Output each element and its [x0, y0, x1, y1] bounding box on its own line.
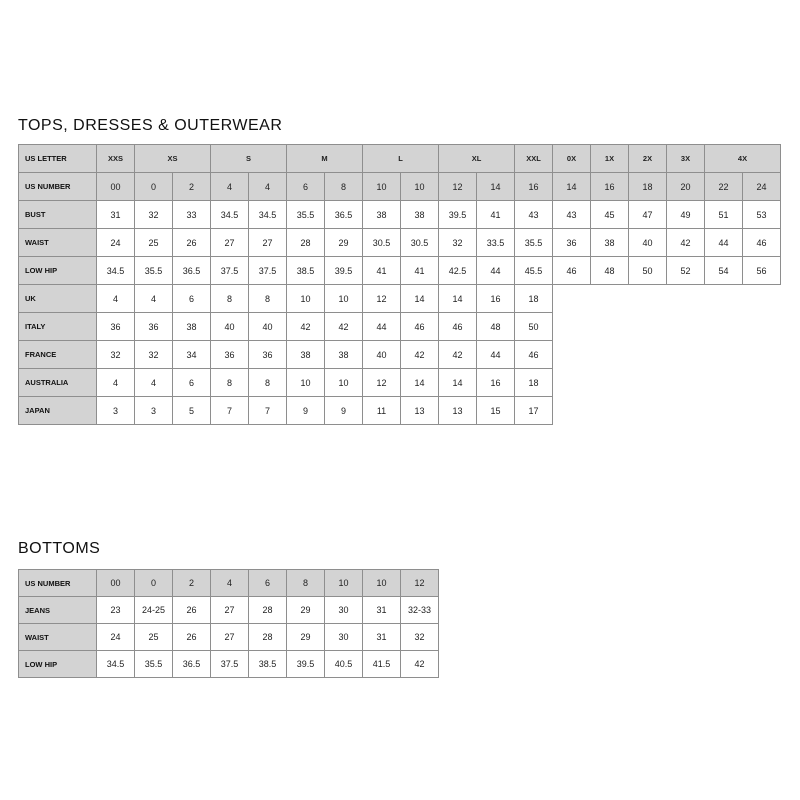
- table-cell: 28: [287, 229, 325, 257]
- table-cell: 36: [211, 341, 249, 369]
- empty-cell: [629, 313, 667, 341]
- size-number-header: 00: [97, 173, 135, 201]
- size-number-header: 12: [401, 570, 439, 597]
- table-cell: 41: [363, 257, 401, 285]
- table-cell: 41: [477, 201, 515, 229]
- table-cell: 31: [97, 201, 135, 229]
- table-cell: 52: [667, 257, 705, 285]
- empty-cell: [591, 285, 629, 313]
- table-cell: 46: [515, 341, 553, 369]
- size-number-header: 10: [401, 173, 439, 201]
- row-label: ITALY: [19, 313, 97, 341]
- table-cell: 25: [135, 624, 173, 651]
- table-cell: 46: [553, 257, 591, 285]
- table-cell: 38: [363, 201, 401, 229]
- table-cell: 42: [401, 341, 439, 369]
- table-cell: 24: [97, 229, 135, 257]
- table-cell: 36: [135, 313, 173, 341]
- table-cell: 34.5: [97, 257, 135, 285]
- table-cell: 32: [135, 341, 173, 369]
- table-cell: 43: [515, 201, 553, 229]
- table-cell: 14: [401, 369, 439, 397]
- empty-cell: [591, 397, 629, 425]
- table-cell: 44: [363, 313, 401, 341]
- table-cell: 16: [477, 285, 515, 313]
- empty-cell: [553, 285, 591, 313]
- bottoms-section-title: BOTTOMS: [18, 540, 101, 557]
- size-number-header: 10: [325, 570, 363, 597]
- table-cell: 27: [211, 597, 249, 624]
- table-cell: 4: [135, 369, 173, 397]
- table-cell: 7: [211, 397, 249, 425]
- table-cell: 37.5: [211, 257, 249, 285]
- empty-cell: [629, 285, 667, 313]
- empty-cell: [705, 341, 743, 369]
- table-cell: 36.5: [173, 651, 211, 678]
- table-cell: 36: [553, 229, 591, 257]
- table-cell: 43: [553, 201, 591, 229]
- size-letter-header: XL: [439, 145, 515, 173]
- row-label: JAPAN: [19, 397, 97, 425]
- size-number-header: 20: [667, 173, 705, 201]
- table-cell: 38: [173, 313, 211, 341]
- row-label: JEANS: [19, 597, 97, 624]
- table-cell: 31: [363, 597, 401, 624]
- size-number-header: 16: [515, 173, 553, 201]
- table-cell: 32: [439, 229, 477, 257]
- size-letter-header: XS: [135, 145, 211, 173]
- table-cell: 40: [363, 341, 401, 369]
- table-cell: 29: [325, 229, 363, 257]
- size-number-header: 4: [211, 173, 249, 201]
- table-cell: 30.5: [401, 229, 439, 257]
- empty-cell: [743, 341, 781, 369]
- size-letter-header: S: [211, 145, 287, 173]
- tops-section-title: TOPS, DRESSES & OUTERWEAR: [18, 117, 283, 134]
- size-number-header: 00: [97, 570, 135, 597]
- empty-cell: [629, 369, 667, 397]
- table-cell: 38: [287, 341, 325, 369]
- size-letter-header: 2X: [629, 145, 667, 173]
- table-cell: 38: [591, 229, 629, 257]
- table-cell: 8: [249, 369, 287, 397]
- size-letter-header: 1X: [591, 145, 629, 173]
- empty-cell: [629, 341, 667, 369]
- size-number-header: 2: [173, 173, 211, 201]
- size-number-header: 14: [553, 173, 591, 201]
- table-cell: 34.5: [97, 651, 135, 678]
- table-cell: 44: [705, 229, 743, 257]
- size-letter-header: XXL: [515, 145, 553, 173]
- table-cell: 36: [97, 313, 135, 341]
- table-cell: 24: [97, 624, 135, 651]
- table-cell: 8: [211, 285, 249, 313]
- table-cell: 26: [173, 229, 211, 257]
- table-row: [19, 313, 781, 341]
- table-cell: 10: [325, 369, 363, 397]
- row-label: BUST: [19, 201, 97, 229]
- size-letter-header: M: [287, 145, 363, 173]
- table-cell: 12: [363, 285, 401, 313]
- row-label: AUSTRALIA: [19, 369, 97, 397]
- table-cell: 42: [287, 313, 325, 341]
- table-cell: 17: [515, 397, 553, 425]
- row-label: LOW HIP: [19, 651, 97, 678]
- empty-cell: [705, 313, 743, 341]
- empty-cell: [743, 369, 781, 397]
- table-cell: 40: [629, 229, 667, 257]
- table-cell: 30.5: [363, 229, 401, 257]
- empty-cell: [667, 369, 705, 397]
- size-number-header: 22: [705, 173, 743, 201]
- table-cell: 38.5: [249, 651, 287, 678]
- table-cell: 50: [629, 257, 667, 285]
- empty-cell: [591, 369, 629, 397]
- us-number-row: [19, 570, 439, 597]
- table-cell: 32: [135, 201, 173, 229]
- table-cell: 30: [325, 597, 363, 624]
- size-number-header: 4: [211, 570, 249, 597]
- table-cell: 40: [211, 313, 249, 341]
- table-cell: 42: [439, 341, 477, 369]
- empty-cell: [591, 313, 629, 341]
- table-cell: 10: [287, 369, 325, 397]
- table-cell: 39.5: [439, 201, 477, 229]
- table-cell: 56: [743, 257, 781, 285]
- table-cell: 46: [439, 313, 477, 341]
- row-label: US NUMBER: [19, 570, 97, 597]
- row-label: US LETTER: [19, 145, 97, 173]
- table-cell: 6: [173, 285, 211, 313]
- table-cell: 41.5: [363, 651, 401, 678]
- table-cell: 8: [249, 285, 287, 313]
- table-cell: 46: [401, 313, 439, 341]
- table-cell: 8: [211, 369, 249, 397]
- size-number-header: 18: [629, 173, 667, 201]
- table-row: [19, 651, 439, 678]
- table-row: [19, 201, 781, 229]
- table-cell: 31: [363, 624, 401, 651]
- size-letter-header: L: [363, 145, 439, 173]
- size-number-header: 24: [743, 173, 781, 201]
- size-number-header: 0: [135, 570, 173, 597]
- table-cell: 4: [97, 285, 135, 313]
- table-cell: 37.5: [211, 651, 249, 678]
- row-label: LOW HIP: [19, 257, 97, 285]
- empty-cell: [553, 397, 591, 425]
- size-number-header: 10: [363, 173, 401, 201]
- row-label: FRANCE: [19, 341, 97, 369]
- us-letter-row: [19, 145, 781, 173]
- empty-cell: [705, 285, 743, 313]
- size-number-header: 8: [287, 570, 325, 597]
- table-cell: 35.5: [135, 257, 173, 285]
- size-number-header: 16: [591, 173, 629, 201]
- table-cell: 3: [97, 397, 135, 425]
- table-cell: 48: [591, 257, 629, 285]
- table-cell: 42: [401, 651, 439, 678]
- table-cell: 14: [439, 285, 477, 313]
- empty-cell: [553, 313, 591, 341]
- table-cell: 18: [515, 285, 553, 313]
- table-cell: 53: [743, 201, 781, 229]
- table-cell: 28: [249, 624, 287, 651]
- table-cell: 42.5: [439, 257, 477, 285]
- table-cell: 36: [249, 341, 287, 369]
- table-cell: 49: [667, 201, 705, 229]
- table-cell: 10: [287, 285, 325, 313]
- size-number-header: 0: [135, 173, 173, 201]
- size-number-header: 4: [249, 173, 287, 201]
- table-cell: 45.5: [515, 257, 553, 285]
- table-cell: 30: [325, 624, 363, 651]
- table-cell: 27: [211, 229, 249, 257]
- table-cell: 9: [325, 397, 363, 425]
- table-cell: 10: [325, 285, 363, 313]
- table-cell: 38.5: [287, 257, 325, 285]
- table-cell: 34.5: [249, 201, 287, 229]
- table-cell: 11: [363, 397, 401, 425]
- bottoms-size-table: [18, 569, 439, 678]
- table-cell: 27: [211, 624, 249, 651]
- empty-cell: [629, 397, 667, 425]
- table-cell: 24-25: [135, 597, 173, 624]
- table-cell: 39.5: [325, 257, 363, 285]
- table-cell: 32: [97, 341, 135, 369]
- table-cell: 6: [173, 369, 211, 397]
- table-cell: 16: [477, 369, 515, 397]
- empty-cell: [705, 369, 743, 397]
- table-row: [19, 624, 439, 651]
- empty-cell: [667, 285, 705, 313]
- table-cell: 26: [173, 597, 211, 624]
- size-number-header: 2: [173, 570, 211, 597]
- table-cell: 32-33: [401, 597, 439, 624]
- table-cell: 46: [743, 229, 781, 257]
- empty-cell: [743, 313, 781, 341]
- table-cell: 42: [667, 229, 705, 257]
- row-label: UK: [19, 285, 97, 313]
- row-label: WAIST: [19, 229, 97, 257]
- size-letter-header: 3X: [667, 145, 705, 173]
- table-cell: 54: [705, 257, 743, 285]
- table-cell: 40: [249, 313, 287, 341]
- table-cell: 38: [401, 201, 439, 229]
- table-cell: 32: [401, 624, 439, 651]
- table-cell: 28: [249, 597, 287, 624]
- table-cell: 35.5: [287, 201, 325, 229]
- table-cell: 23: [97, 597, 135, 624]
- table-cell: 44: [477, 257, 515, 285]
- empty-cell: [667, 341, 705, 369]
- row-label: WAIST: [19, 624, 97, 651]
- size-letter-header: 4X: [705, 145, 781, 173]
- table-cell: 13: [439, 397, 477, 425]
- table-cell: 47: [629, 201, 667, 229]
- table-cell: 12: [363, 369, 401, 397]
- table-row: [19, 397, 781, 425]
- table-cell: 7: [249, 397, 287, 425]
- table-cell: 44: [477, 341, 515, 369]
- empty-cell: [705, 397, 743, 425]
- table-cell: 13: [401, 397, 439, 425]
- table-cell: 36.5: [325, 201, 363, 229]
- table-cell: 35.5: [135, 651, 173, 678]
- table-cell: 9: [287, 397, 325, 425]
- size-number-header: 10: [363, 570, 401, 597]
- table-cell: 51: [705, 201, 743, 229]
- table-cell: 4: [135, 285, 173, 313]
- table-cell: 42: [325, 313, 363, 341]
- table-cell: 14: [439, 369, 477, 397]
- table-row: [19, 229, 781, 257]
- size-number-header: 6: [249, 570, 287, 597]
- table-cell: 15: [477, 397, 515, 425]
- table-row: [19, 341, 781, 369]
- table-cell: 34.5: [211, 201, 249, 229]
- empty-cell: [667, 313, 705, 341]
- table-cell: 38: [325, 341, 363, 369]
- table-cell: 4: [97, 369, 135, 397]
- size-letter-header: 0X: [553, 145, 591, 173]
- table-cell: 48: [477, 313, 515, 341]
- table-cell: 35.5: [515, 229, 553, 257]
- table-cell: 39.5: [287, 651, 325, 678]
- table-cell: 25: [135, 229, 173, 257]
- size-number-header: 6: [287, 173, 325, 201]
- empty-cell: [743, 285, 781, 313]
- table-row: [19, 369, 781, 397]
- table-cell: 18: [515, 369, 553, 397]
- table-row: [19, 257, 781, 285]
- us-number-row: [19, 173, 781, 201]
- empty-cell: [553, 341, 591, 369]
- table-cell: 36.5: [173, 257, 211, 285]
- size-number-header: 8: [325, 173, 363, 201]
- empty-cell: [553, 369, 591, 397]
- size-letter-header: XXS: [97, 145, 135, 173]
- row-label: US NUMBER: [19, 173, 97, 201]
- empty-cell: [743, 397, 781, 425]
- table-row: [19, 285, 781, 313]
- table-cell: 50: [515, 313, 553, 341]
- table-cell: 27: [249, 229, 287, 257]
- table-cell: 37.5: [249, 257, 287, 285]
- table-cell: 33: [173, 201, 211, 229]
- table-cell: 3: [135, 397, 173, 425]
- table-cell: 33.5: [477, 229, 515, 257]
- table-cell: 45: [591, 201, 629, 229]
- table-cell: 5: [173, 397, 211, 425]
- table-cell: 29: [287, 624, 325, 651]
- size-number-header: 12: [439, 173, 477, 201]
- table-row: [19, 597, 439, 624]
- empty-cell: [591, 341, 629, 369]
- table-cell: 29: [287, 597, 325, 624]
- table-cell: 14: [401, 285, 439, 313]
- empty-cell: [667, 397, 705, 425]
- table-cell: 40.5: [325, 651, 363, 678]
- tops-size-table: [18, 144, 781, 425]
- table-cell: 41: [401, 257, 439, 285]
- table-cell: 26: [173, 624, 211, 651]
- size-number-header: 14: [477, 173, 515, 201]
- table-cell: 34: [173, 341, 211, 369]
